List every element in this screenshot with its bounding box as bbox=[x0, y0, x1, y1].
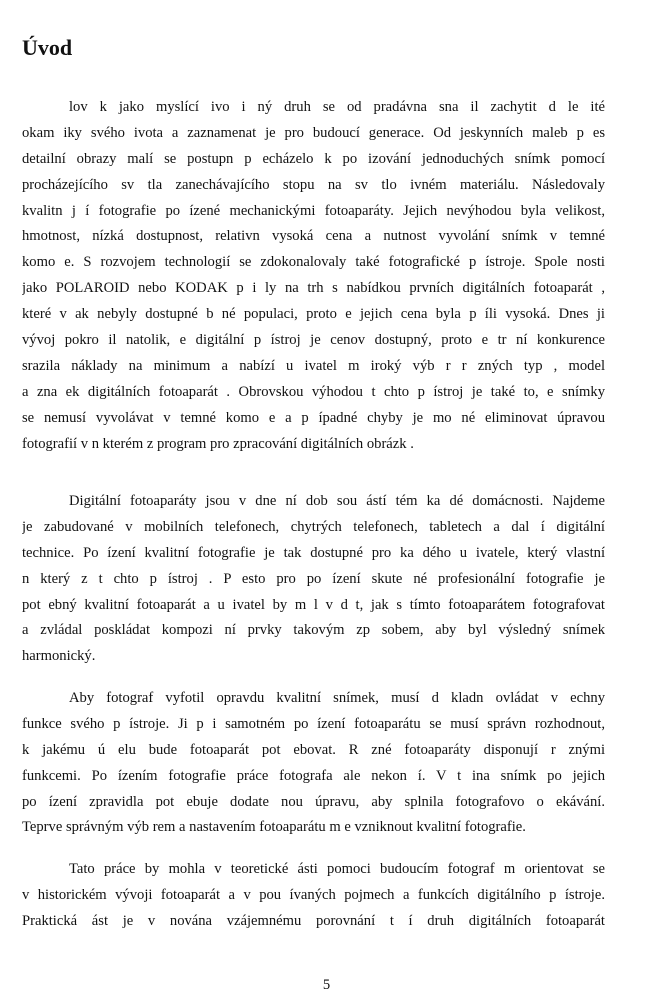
text-line: harmonický. bbox=[22, 648, 96, 665]
text-line: kvalitn j í fotografie po ízené mechanickými fotoaparáty. Jejich nevýhodou byla velikost, bbox=[22, 202, 605, 219]
text-line: které v ak nebyly dostupné b né populaci, proto e jejich cena byla p íli vysoká. Dnes ji bbox=[22, 306, 605, 323]
paragraph-thesis-scope bbox=[22, 857, 605, 935]
text-line: Praktická ást je v nována vzájemnému porovnání t í druh digitálních fotoaparát bbox=[22, 912, 605, 929]
text-line: detailní obrazy malí se postupn p echázelo k po izování jednoduchých snímk pomocí bbox=[22, 150, 605, 167]
text-line: funkcemi. Po ízením fotografie práce fotografa ale nekon í. V t ina snímk po jejich bbox=[22, 767, 605, 784]
text-line: vývoj pokro il natolik, e digitální p ístroj je cenov dostupný, proto e tr ní konkurence bbox=[22, 332, 605, 349]
text-line: a zna ek digitálních fotoaparát . Obrovskou výhodou t chto p ístroj je také to, e snímky bbox=[22, 383, 605, 400]
text-line: hmotnost, nízká dostupnost, relativn vysoká cena a nutnost vyvolání snímk v temné bbox=[22, 228, 605, 245]
text-line: se nemusí vyvolávat v temné komo e a p ípadné chyby je mo né eliminovat úpravou bbox=[22, 409, 605, 426]
paragraph-photographer-skills bbox=[22, 686, 605, 841]
section-heading: Úvod bbox=[22, 35, 73, 60]
text-line: procházejícího sv tla zanechávajícího stopu na sv tlo ivném materiálu. Následovaly bbox=[22, 176, 605, 193]
text-line: lov k jako myslící ivo i ný druh se od pradávna sna il zachytit d le ité bbox=[69, 99, 605, 115]
text-line: fotografií v n kterém z program pro zpracování digitálních obrázk . bbox=[22, 435, 414, 452]
text-line: pot ebný kvalitní fotoaparát a u ivatel by m l v d t, jak s tímto fotoaparátem fotografovat bbox=[22, 596, 605, 613]
paragraph-digital-cameras bbox=[22, 489, 605, 670]
text-line: technice. Po ízení kvalitní fotografie je tak dostupné pro ka dého u ivatele, který vlastní bbox=[22, 544, 605, 561]
text-line: v historickém vývoji fotoaparát a v pou ívaných pojmech a funkcích digitálního p ístroje. bbox=[22, 886, 605, 903]
text-line: Tato práce by mohla v teoretické ásti pomoci budoucím fotograf m orientovat se bbox=[69, 861, 605, 877]
text-line: Digitální fotoaparáty jsou v dne ní dob sou ástí tém ka dé domácnosti. Najdeme bbox=[69, 493, 605, 509]
text-line: jako POLAROID nebo KODAK p i ly na trh s nabídkou prvních digitálních fotoaparát , bbox=[22, 280, 605, 297]
text-line: Aby fotograf vyfotil opravdu kvalitní snímek, musí d kladn ovládat v echny bbox=[69, 690, 605, 706]
text-line: n který z t chto p ístroj . P esto pro po ízení skute né profesionální fotografie je bbox=[22, 570, 605, 587]
text-line: funkce svého p ístroje. Ji p i samotném po ízení fotoaparátu se musí správn rozhodnout, bbox=[22, 715, 605, 732]
text-line: Teprve správným výb rem a nastavením fotoaparátu m e vzniknout kvalitní fotografie. bbox=[22, 819, 526, 836]
text-line: je zabudované v mobilních telefonech, chytrých telefonech, tabletech a dal í digitální bbox=[22, 518, 605, 535]
text-line: po ízení zpravidla pot ebuje dodate nou úpravu, aby splnila fotografovo o ekávání. bbox=[22, 793, 605, 810]
paragraph-history bbox=[22, 95, 605, 457]
text-line: komo e. S rozvojem technologií se zdokonalovaly také fotografické p ístroje. Spole nosti bbox=[22, 254, 605, 271]
page-number: 5 bbox=[322, 977, 331, 993]
text-line: a zvládal poskládat kompozi ní prvky takovým zp sobem, aby byl výsledný snímek bbox=[22, 622, 605, 639]
text-line: srazila náklady na minimum a nabízí u ivatel m iroký výb r r zných typ , model bbox=[22, 357, 605, 374]
text-line: k jakému ú elu bude fotoaparát pot ebovat. R zné fotoaparáty disponují r znými bbox=[22, 741, 605, 758]
text-line: okam iky svého ivota a zaznamenat je pro budoucí generace. Od jeskynních maleb p es bbox=[22, 124, 605, 141]
